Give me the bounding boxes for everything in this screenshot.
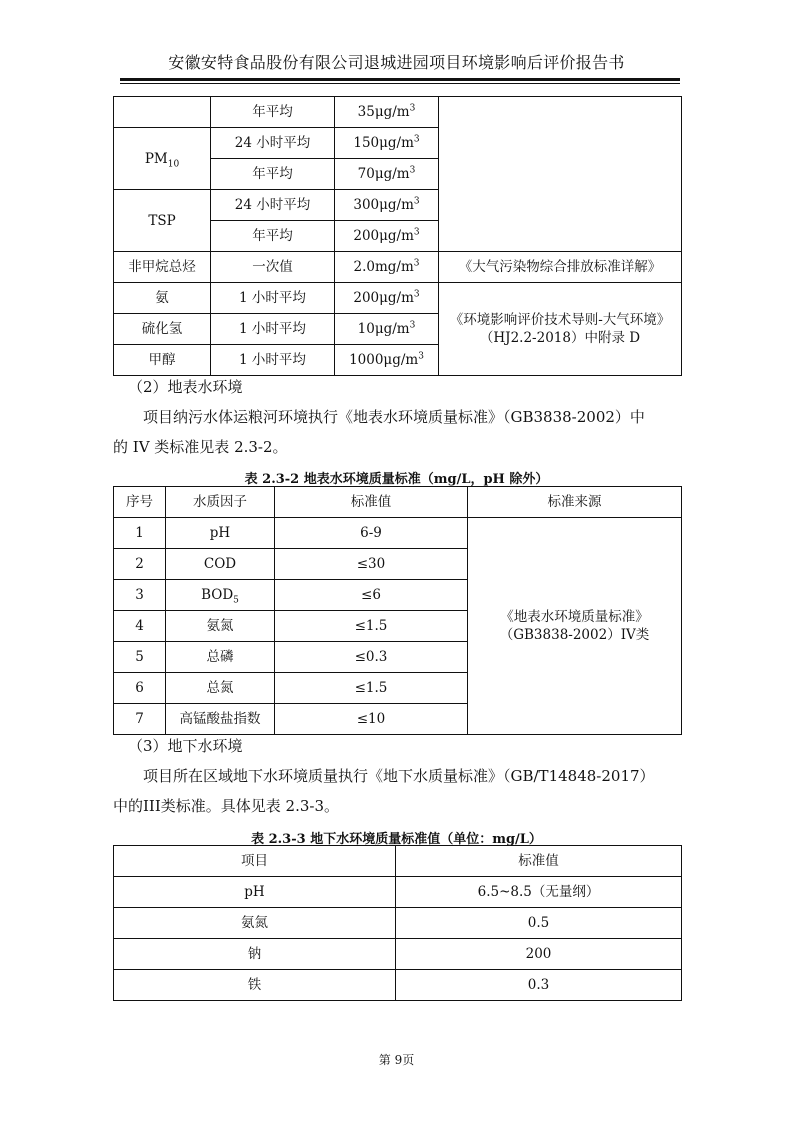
table-cell: 200 (396, 939, 682, 970)
table-cell: $35\mu g/m^3$ (335, 97, 439, 128)
pollutant-cell: $PM_{10}$ (114, 128, 211, 190)
table-cell: ≤10 (275, 704, 468, 735)
table-cell: 1 小时平均 (211, 345, 335, 376)
table-cell: 2 (114, 549, 166, 580)
table-cell: COD (166, 549, 275, 580)
air-quality-table (113, 96, 682, 376)
table-cell: 6 (114, 673, 166, 704)
source-cell: 《大气污染物综合排放标准详解》 (439, 252, 682, 283)
table-cell: ≤30 (275, 549, 468, 580)
table-cell: 6.5~8.5（无量纲） (396, 877, 682, 908)
table-cell: 氨氮 (114, 908, 396, 939)
pollutant-cell: TSP (114, 190, 211, 252)
table-cell: 年平均 (211, 221, 335, 252)
table-cell: 1 小时平均 (211, 314, 335, 345)
table-cell: 6-9 (275, 518, 468, 549)
table-cell: 总氮 (166, 673, 275, 704)
table-row (114, 97, 682, 128)
column-header: 标准值 (275, 487, 468, 518)
table-cell: 24 小时平均 (211, 128, 335, 159)
section-heading-surface-water: （2）地表水环境 (128, 378, 243, 396)
header-title: 安徽安特食品股份有限公司退城进园项目环境影响后评价报告书 (168, 53, 625, 72)
table-cell: 24 小时平均 (211, 190, 335, 221)
table-row (114, 252, 682, 283)
table-cell: pH (114, 877, 396, 908)
source-cell: 《环境影响评价技术导则-大气环境》 （HJ2.2-2018）中附录 D (439, 283, 682, 376)
table-cell: ≤1.5 (275, 611, 468, 642)
table-cell: 0.5 (396, 908, 682, 939)
source-cell: 《地表水环境质量标准》 （GB3838-2002）IV类 (468, 518, 682, 735)
header-rule-thick (120, 78, 680, 81)
table-cell: $150\mu g/m^3$ (335, 128, 439, 159)
table-cell: 铁 (114, 970, 396, 1001)
table-cell: 4 (114, 611, 166, 642)
table-caption-surface-water: 表 2.3-2 地表水环境质量标准（mg/L，pH 除外） (244, 472, 549, 487)
header-rule-thin (120, 83, 680, 84)
paragraph-groundwater-1: 项目所在区域地下水环境质量执行《地下水质量标准》（GB/T14848-2017） (143, 767, 655, 785)
column-header: 标准值 (396, 846, 682, 877)
pollutant-cell: 硫化氢 (114, 314, 211, 345)
table-cell: 一次值 (211, 252, 335, 283)
pollutant-cell: 非甲烷总烃 (114, 252, 211, 283)
table-caption-groundwater: 表 2.3-3 地下水环境质量标准值（单位：mg/L） (251, 832, 542, 847)
column-header: 序号 (114, 487, 166, 518)
table-cell: 年平均 (211, 97, 335, 128)
table-cell-blank (439, 97, 682, 252)
table-cell: ≤6 (275, 580, 468, 611)
table-cell: $2.0mg/m^3$ (335, 252, 439, 283)
paragraph-surface-water-1: 项目纳污水体运粮河环境执行《地表水环境质量标准》（GB3838-2002）中 (143, 408, 645, 426)
page-number: 第 9页 (378, 1053, 415, 1067)
section-heading-groundwater: （3）地下水环境 (128, 737, 243, 755)
table-row (114, 970, 682, 1001)
pollutant-cell: 氨 (114, 283, 211, 314)
paragraph-surface-water-2: 的 IV 类标准见表 2.3-2。 (113, 438, 288, 456)
column-header: 项目 (114, 846, 396, 877)
table-cell: $BOD_5$ (166, 580, 275, 611)
table-cell: 5 (114, 642, 166, 673)
table-cell: 7 (114, 704, 166, 735)
table-cell: pH (166, 518, 275, 549)
table-cell: 3 (114, 580, 166, 611)
table-cell: $200\mu g/m^3$ (335, 221, 439, 252)
table-cell: ≤1.5 (275, 673, 468, 704)
table-cell: 高锰酸盐指数 (166, 704, 275, 735)
column-header: 标准来源 (468, 487, 682, 518)
table-header-row (114, 846, 682, 877)
table-row (114, 939, 682, 970)
table-cell (114, 97, 211, 128)
table-cell: 年平均 (211, 159, 335, 190)
table-header-row (114, 487, 682, 518)
surface-water-table (113, 486, 682, 735)
table-cell: 1 (114, 518, 166, 549)
table-cell: $70\mu g/m^3$ (335, 159, 439, 190)
table-row (114, 908, 682, 939)
table-cell: $300\mu g/m^3$ (335, 190, 439, 221)
table-row (114, 283, 682, 314)
table-cell: $1000\mu g/m^3$ (335, 345, 439, 376)
table-cell: 氨氮 (166, 611, 275, 642)
table-cell: 1 小时平均 (211, 283, 335, 314)
table-cell: 总磷 (166, 642, 275, 673)
table-row (114, 518, 682, 549)
groundwater-table (113, 845, 682, 1001)
column-header: 水质因子 (166, 487, 275, 518)
table-cell: $200\mu g/m^3$ (335, 283, 439, 314)
table-cell: $10\mu g/m^3$ (335, 314, 439, 345)
paragraph-groundwater-2: 中的III类标准。具体见表 2.3-3。 (113, 797, 340, 815)
table-cell: 0.3 (396, 970, 682, 1001)
table-cell: 钠 (114, 939, 396, 970)
pollutant-cell: 甲醇 (114, 345, 211, 376)
table-cell: ≤0.3 (275, 642, 468, 673)
table-row (114, 877, 682, 908)
